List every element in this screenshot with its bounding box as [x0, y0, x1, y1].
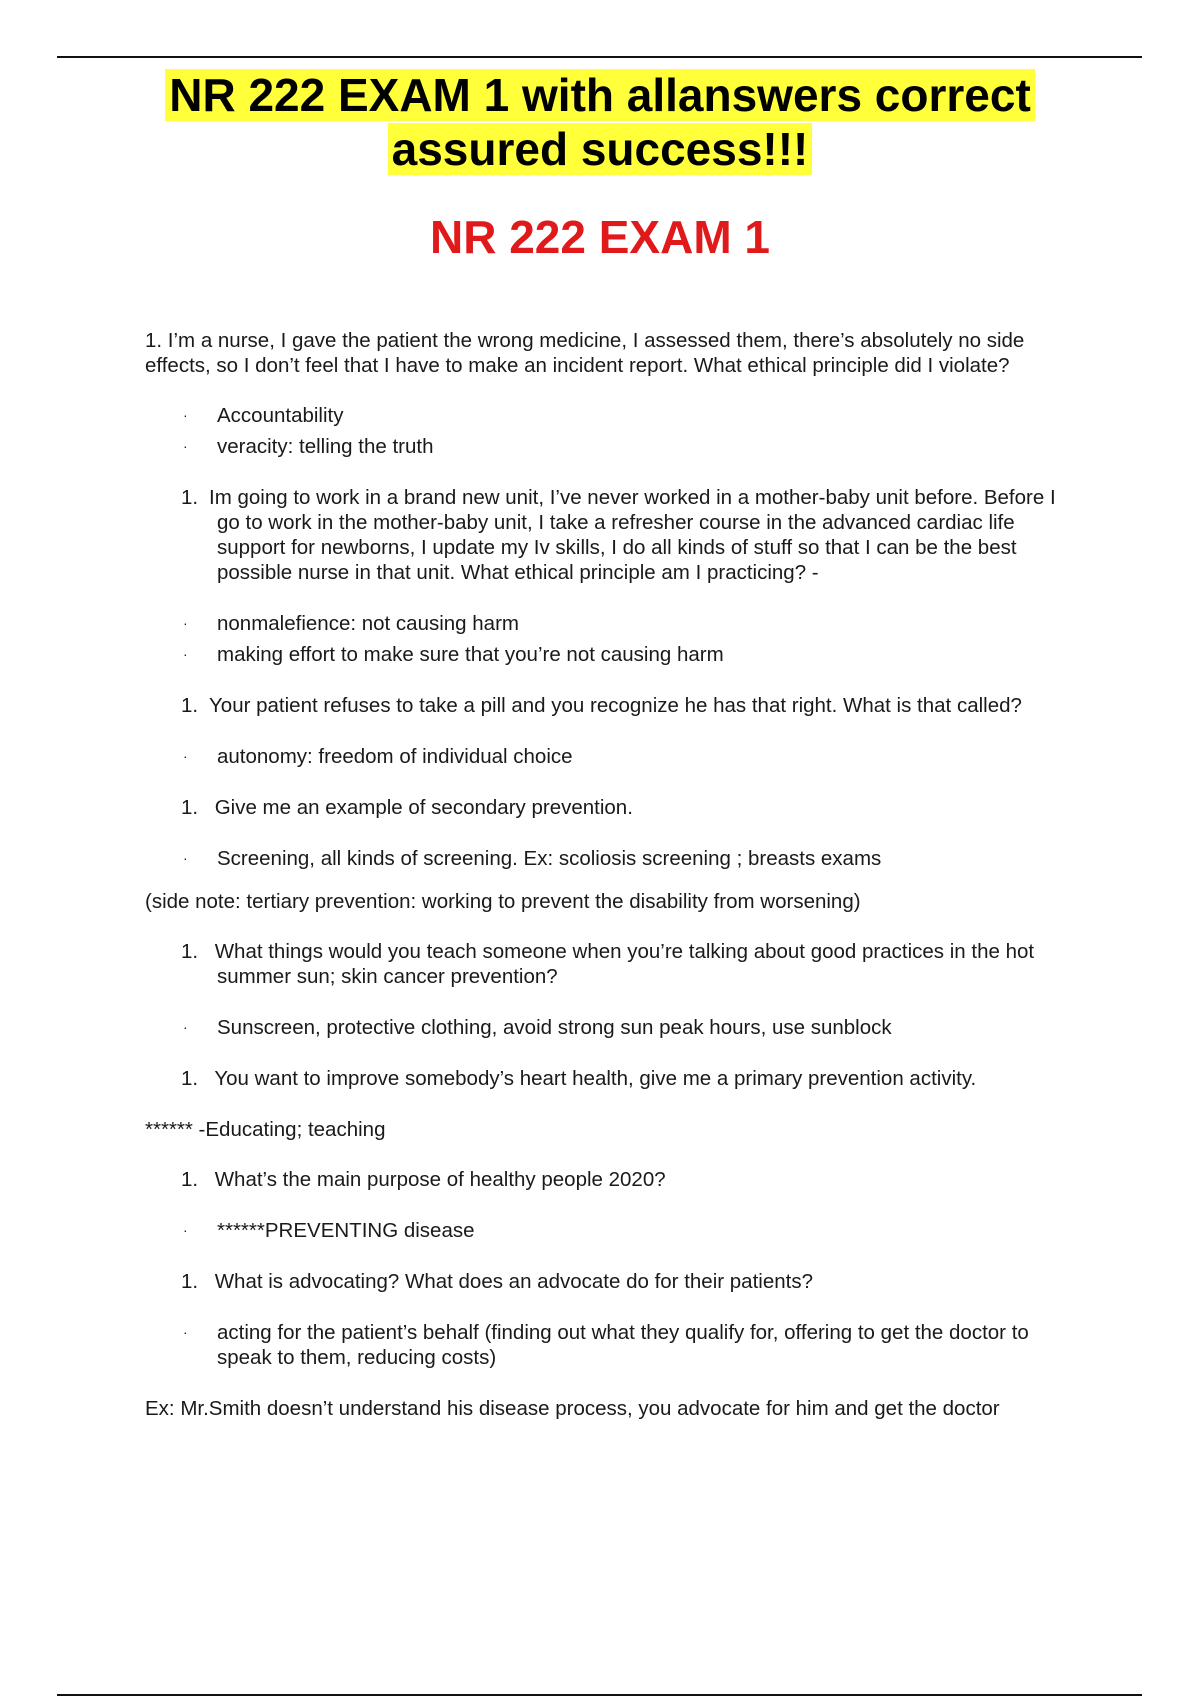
bullet-icon: ·: [183, 1324, 188, 1340]
answer-6: ****** -Educating; teaching: [145, 1118, 386, 1141]
answer-list-1: [145, 403, 1075, 459]
top-rule: [57, 56, 1142, 58]
title-line-1: NR 222 EXAM 1 with allanswers correct: [165, 69, 1035, 121]
bullet-icon: ·: [183, 646, 188, 662]
question-6: 1. You want to improve somebody’s heart health, give me a primary prevention activity.: [181, 1067, 977, 1090]
title-line-2: assured success!!!: [388, 123, 813, 175]
answer-list-4: [145, 846, 1075, 871]
question-2: 1. Im going to work in a brand new unit, I’ve never worked in a mother-baby unit before. Before I go to work in the mother-baby unit, I take a refresher course in the advanced cardiac life support for newborns, I update my Iv skills, I do all kinds of stuff so that I can be the best possible nurse in that unit. What ethical principle am I practicing? -: [181, 486, 1056, 584]
list-item: · Screening, all kinds of screening. Ex: scoliosis screening ; breasts exams: [183, 847, 882, 870]
bullet-icon: ·: [183, 407, 188, 423]
question-4: 1. Give me an example of secondary prevention.: [181, 796, 633, 819]
question-8: 1. What is advocating? What does an advocate do for their patients?: [181, 1270, 813, 1293]
answer-list-2: [145, 611, 1075, 667]
list-item: · autonomy: freedom of individual choice: [183, 745, 573, 768]
list-item: · nonmalefience: not causing harm: [183, 612, 519, 635]
answer-list-5: [145, 1015, 1075, 1040]
list-item: · veracity: telling the truth: [183, 435, 434, 458]
side-note: (side note: tertiary prevention: working to prevent the disability from worsening): [145, 890, 861, 913]
document-title: [0, 68, 1200, 176]
list-item: · ******PREVENTING disease: [183, 1219, 475, 1242]
list-item: · Sunscreen, protective clothing, avoid strong sun peak hours, use sunblock: [183, 1016, 892, 1039]
question-1: 1. I’m a nurse, I gave the patient the wrong medicine, I assessed them, there’s absolutely no side effects, so I don’t feel that I have to make an incident report. What ethical principle did I violate?: [145, 329, 1025, 377]
question-3: 1. Your patient refuses to take a pill and you recognize he has that right. What is that called?: [181, 694, 1022, 717]
document-body: [145, 328, 1075, 1446]
bullet-icon: ·: [183, 748, 188, 764]
bullet-icon: ·: [183, 1222, 188, 1238]
example-text: Ex: Mr.Smith doesn’t understand his disease process, you advocate for him and get the doctor: [145, 1397, 1000, 1420]
list-item: · Accountability: [183, 404, 344, 427]
question-7: 1. What’s the main purpose of healthy people 2020?: [181, 1168, 666, 1191]
document-subtitle: NR 222 EXAM 1: [429, 211, 770, 263]
bullet-icon: ·: [183, 438, 188, 454]
answer-list-8: [145, 1320, 1075, 1370]
bottom-rule: [57, 1694, 1142, 1696]
list-item: · acting for the patient’s behalf (finding out what they qualify for, offering to get the doctor to speak to them, reducing costs): [183, 1321, 1029, 1369]
answer-list-3: [145, 744, 1075, 769]
answer-list-7: [145, 1218, 1075, 1243]
bullet-icon: ·: [183, 850, 188, 866]
bullet-icon: ·: [183, 615, 188, 631]
list-item: · making effort to make sure that you’re not causing harm: [183, 643, 724, 666]
bullet-icon: ·: [183, 1019, 188, 1035]
question-5: 1. What things would you teach someone when you’re talking about good practices in the hot summer sun; skin cancer prevention?: [181, 940, 1035, 988]
